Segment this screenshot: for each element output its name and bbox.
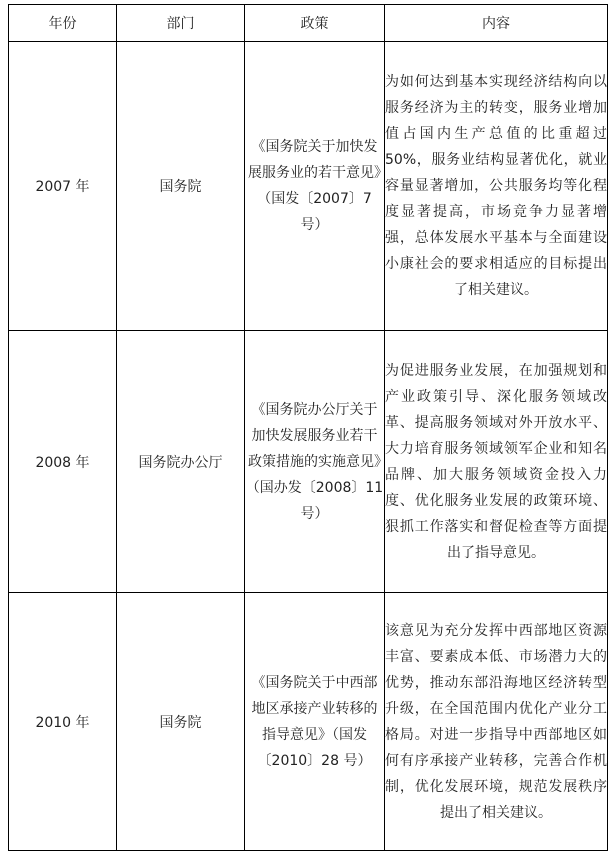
cell-content xyxy=(385,42,608,331)
header-content: 内容 xyxy=(385,5,608,42)
content-text: 该意见为充分发挥中西部地区资源丰富、要素成本低、市场潜力大的优势，推动东部沿海地区经济转型升级，在全国范围内优化产业分工格局。对进一步指导中西部地区如何有序承接产业转移，完善合作机制，优化发展环境，规范发展秩序提出了相关建议。 xyxy=(385,622,607,821)
policy-text: 《国务院关于加快发展服务业的若干意见》（国发〔2007〕7 号） xyxy=(248,139,381,233)
header-policy: 政策 xyxy=(245,5,385,42)
cell-department: 国务院办公厅 xyxy=(117,331,245,593)
header-year: 年份 xyxy=(9,5,117,42)
table-row xyxy=(9,593,608,851)
cell-content xyxy=(385,593,608,851)
policy-text: 《国务院办公厅关于加快发展服务业若干政策措施的实施意见》（国办发〔2008〕11 号） xyxy=(245,401,384,522)
table-row xyxy=(9,42,608,331)
header-department: 部门 xyxy=(117,5,245,42)
content-text: 为促进服务业发展，在加强规划和产业政策引导、深化服务领域改革、提高服务领域对外开放水平、大力培育服务领域领军企业和知名品牌、加大服务领域资金投入力度、优化服务业发展的政策环境、狠抓工作落实和督促检查等方面提出了指导意见。 xyxy=(385,362,607,561)
cell-policy xyxy=(245,593,385,851)
cell-department: 国务院 xyxy=(117,42,245,331)
cell-year: 2007 年 xyxy=(9,42,117,331)
cell-year: 2010 年 xyxy=(9,593,117,851)
content-text: 为如何达到基本实现经济结构向以服务经济为主的转变，服务业增加值占国内生产总值的比重超过 50%，服务业结构显著优化，就业容量显著增加，公共服务均等化程度显著提高，市场竞争力显著增强，总体发展水平基本与全面建设小康社会的要求相适应的目标提出了相关建议。 xyxy=(385,74,607,298)
cell-content xyxy=(385,331,608,593)
cell-policy xyxy=(245,42,385,331)
cell-year: 2008 年 xyxy=(9,331,117,593)
table-row xyxy=(9,331,608,593)
table-header-row xyxy=(9,5,608,42)
cell-policy xyxy=(245,331,385,593)
policy-table xyxy=(8,4,608,851)
cell-department: 国务院 xyxy=(117,593,245,851)
policy-text: 《国务院关于中西部地区承接产业转移的指导意见》（国发〔2010〕28 号） xyxy=(251,674,378,769)
